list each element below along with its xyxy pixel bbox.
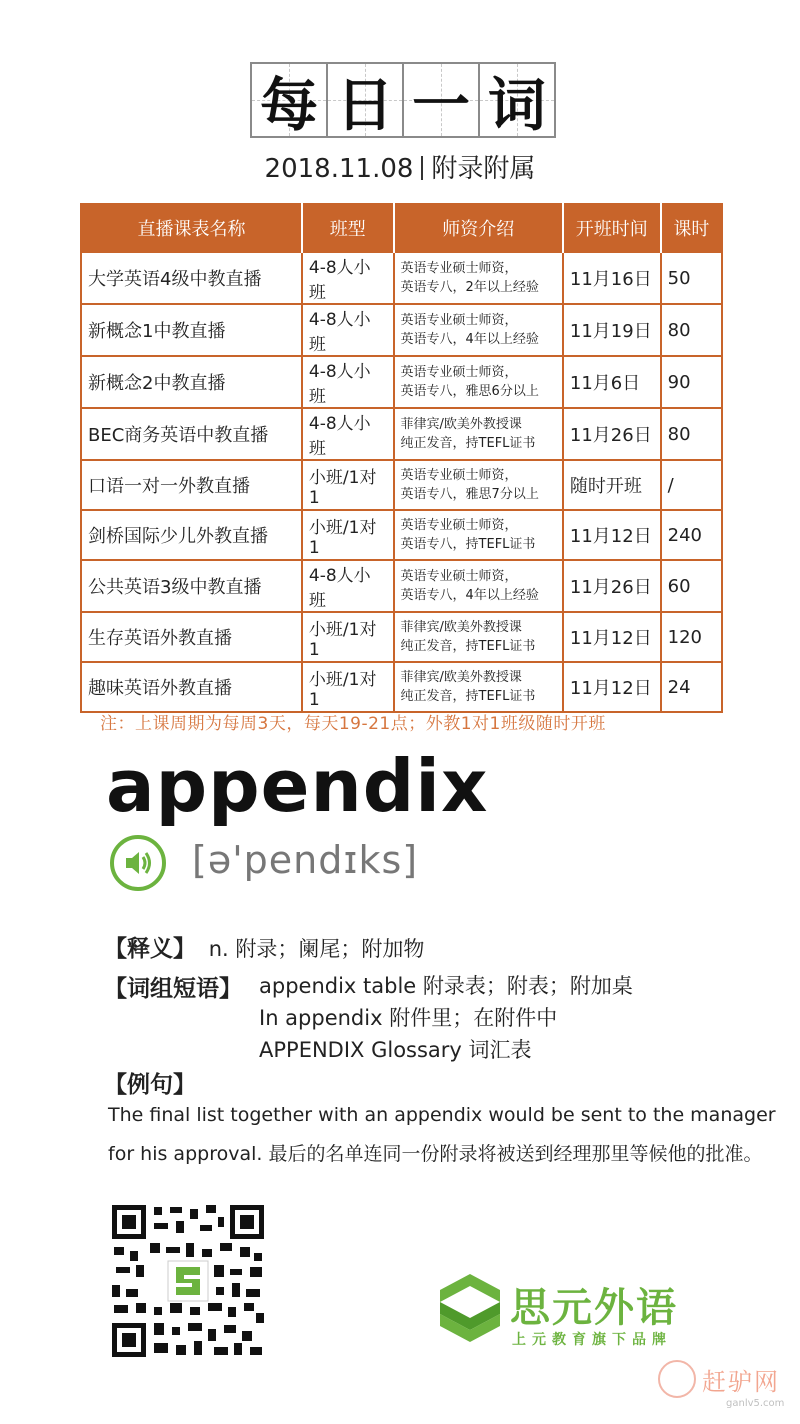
teacher-info: 菲律宾/欧美外教授课 纯正发音，持TEFL证书 — [394, 408, 563, 460]
definition-label: 【释义】 — [104, 936, 196, 962]
start-date: 11月26日 — [563, 408, 661, 460]
class-type: 小班/1对1 — [302, 612, 394, 662]
table-row — [81, 612, 722, 662]
class-type: 4-8人小班 — [302, 356, 394, 408]
table-row — [81, 662, 722, 712]
teacher-info: 英语专业硕士师资， 英语专八，4年以上经验 — [394, 560, 563, 612]
title-char-box: 日 — [326, 62, 404, 138]
table-row — [81, 560, 722, 612]
hours: 120 — [661, 612, 722, 662]
subtitle — [0, 148, 800, 185]
header-hours: 课时 — [661, 204, 722, 252]
course-name: 新概念2中教直播 — [81, 356, 302, 408]
definition-section — [104, 930, 424, 963]
watermark-donkey-icon — [658, 1360, 696, 1398]
teacher-info: 菲律宾/欧美外教授课 纯正发音，持TEFL证书 — [394, 612, 563, 662]
title-char-box: 一 — [402, 62, 480, 138]
teacher-info: 英语专业硕士师资， 英语专八，4年以上经验 — [394, 304, 563, 356]
class-type: 4-8人小班 — [302, 304, 394, 356]
title-char-box: 每 — [250, 62, 328, 138]
class-type: 4-8人小班 — [302, 560, 394, 612]
start-date: 11月16日 — [563, 252, 661, 304]
watermark-url: ganlv5.com — [726, 1398, 785, 1409]
title-boxes — [250, 62, 554, 138]
header-class-type: 班型 — [302, 204, 394, 252]
hours: / — [661, 460, 722, 510]
example-label-wrap — [104, 1066, 196, 1099]
phrases-label: 【词组短语】 — [104, 976, 242, 1002]
example-line: for his approval. 最后的名单连同一份附录将被送到经理那里等候他的批准。 — [108, 1143, 763, 1165]
class-type: 小班/1对1 — [302, 510, 394, 560]
course-name: 大学英语4级中教直播 — [81, 252, 302, 304]
table-row — [81, 252, 722, 304]
brand-logo-icon — [438, 1272, 502, 1348]
teacher-info: 英语专业硕士师资， 英语专八，2年以上经验 — [394, 252, 563, 304]
speaker-icon[interactable] — [110, 835, 166, 891]
course-name: 生存英语外教直播 — [81, 612, 302, 662]
start-date: 11月12日 — [563, 612, 661, 662]
table-row — [81, 356, 722, 408]
teacher-info: 英语专业硕士师资， 英语专八，雅思7分以上 — [394, 460, 563, 510]
hours: 80 — [661, 408, 722, 460]
title-char-box: 词 — [478, 62, 556, 138]
start-date: 11月19日 — [563, 304, 661, 356]
course-name: 趣味英语外教直播 — [81, 662, 302, 712]
phrase-item: APPENDIX Glossary 词汇表 — [259, 1038, 532, 1062]
start-date: 11月12日 — [563, 662, 661, 712]
course-name: 口语一对一外教直播 — [81, 460, 302, 510]
example-line: The final list together with an appendix would be sent to the manager — [108, 1104, 776, 1126]
start-date: 11月26日 — [563, 560, 661, 612]
hours: 60 — [661, 560, 722, 612]
header-course-name: 直播课表名称 — [81, 204, 302, 252]
class-type: 4-8人小班 — [302, 408, 394, 460]
watermark — [658, 1360, 780, 1398]
phonetic: [ə'pendɪks] — [192, 838, 419, 882]
table-row — [81, 408, 722, 460]
start-date: 11月6日 — [563, 356, 661, 408]
course-name: 剑桥国际少儿外教直播 — [81, 510, 302, 560]
course-name: BEC商务英语中教直播 — [81, 408, 302, 460]
course-schedule-table — [80, 203, 723, 713]
subtitle-topic: 附录附属 — [431, 154, 536, 184]
table-row — [81, 460, 722, 510]
table-row — [81, 304, 722, 356]
phrases-label-wrap — [104, 970, 242, 1003]
schedule-note: 注：上课周期为每周3天，每天19-21点；外教1对1班级随时开班 — [100, 714, 606, 734]
phrase-item: appendix table 附录表；附表；附加桌 — [259, 974, 633, 998]
teacher-info: 英语专业硕士师资， 英语专八，持TEFL证书 — [394, 510, 563, 560]
subtitle-divider — [421, 156, 423, 180]
hours: 240 — [661, 510, 722, 560]
headword: appendix — [106, 744, 489, 828]
course-name: 新概念1中教直播 — [81, 304, 302, 356]
class-type: 4-8人小班 — [302, 252, 394, 304]
phrase-item: In appendix 附件里；在附件中 — [259, 1006, 558, 1030]
header-teacher: 师资介绍 — [394, 204, 563, 252]
teacher-info: 菲律宾/欧美外教授课 纯正发音，持TEFL证书 — [394, 662, 563, 712]
start-date: 11月12日 — [563, 510, 661, 560]
table-row — [81, 510, 722, 560]
hours: 80 — [661, 304, 722, 356]
header-start-date: 开班时间 — [563, 204, 661, 252]
hours: 50 — [661, 252, 722, 304]
class-type: 小班/1对1 — [302, 662, 394, 712]
hours: 90 — [661, 356, 722, 408]
watermark-text: 赶驴网 — [702, 1367, 780, 1396]
definition-text: n. 附录；阑尾；附加物 — [208, 937, 425, 961]
example-label: 【例句】 — [104, 1072, 196, 1098]
hours: 24 — [661, 662, 722, 712]
brand-name: 思元外语 — [510, 1285, 678, 1331]
class-type: 小班/1对1 — [302, 460, 394, 510]
subtitle-date: 2018.11.08 — [264, 154, 414, 184]
start-date: 随时开班 — [563, 460, 661, 510]
qr-code — [110, 1203, 266, 1359]
brand-slogan: 上元教育旗下品牌 — [512, 1332, 672, 1348]
course-name: 公共英语3级中教直播 — [81, 560, 302, 612]
table-header-row — [81, 204, 722, 252]
teacher-info: 英语专业硕士师资， 英语专八，雅思6分以上 — [394, 356, 563, 408]
